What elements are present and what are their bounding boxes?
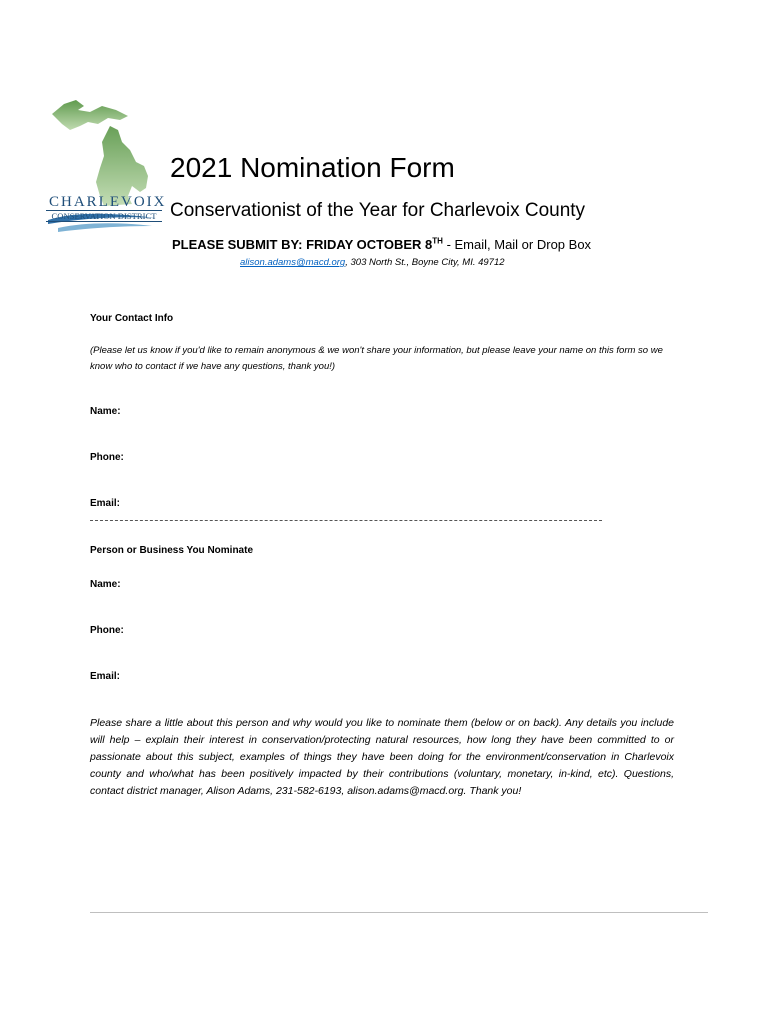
- nominee-name-label: Name:: [90, 579, 121, 590]
- nominee-phone-label: Phone:: [90, 625, 124, 636]
- charlevoix-conservation-district-logo: [44, 96, 167, 236]
- contact-email-label: Email:: [90, 498, 121, 509]
- section-divider: [90, 520, 602, 521]
- mailing-address: [240, 256, 505, 269]
- nominee-section-heading: Person or Business You Nominate: [90, 545, 254, 556]
- submit-deadline-bold: PLEASE SUBMIT BY: FRIDAY OCTOBER 8: [172, 237, 433, 252]
- anonymity-note: (Please let us know if you'd like to remain anonymous & we won't share your information, but please leave your name on this form so we know who to contact if we have any questions, thank you!): [90, 345, 663, 372]
- nominee-email-label: Email:: [90, 671, 121, 682]
- street-address: , 303 North St., Boyne City, MI. 49712: [345, 257, 505, 268]
- contact-name-label: Name:: [90, 406, 121, 417]
- page-title: 2021 Nomination Form: [170, 152, 455, 183]
- contact-phone-label: Phone:: [90, 452, 124, 463]
- submit-deadline-sup: TH: [432, 236, 443, 246]
- submit-deadline: [172, 236, 591, 254]
- logo-subtitle: CONSERVATION DISTRICT: [46, 210, 162, 222]
- page-subtitle: Conservationist of the Year for Charlevoix County: [170, 200, 586, 221]
- email-link[interactable]: alison.adams@macd.org: [240, 257, 346, 268]
- logo-name: CHARLEVOIX: [49, 194, 167, 210]
- footer-rule: [90, 912, 708, 913]
- submit-methods: - Email, Mail or Drop Box: [442, 237, 592, 252]
- contact-section-heading: Your Contact Info: [90, 313, 174, 324]
- nomination-instructions: Please share a little about this person and why would you like to nominate them (below or on back). Any details you include will help – explain their interest in conservation/protecting natural resources, how long they have been committed to or passionate about this subject, examples of things they have been doing for the environment/conservation in Charlevoix county and who/what has been positively impacted by their contributions (voluntary, monetary, in-kind, etc). Questions, contact district manager, Alison Adams, 231-582-6193, alison.adams@macd.org. Thank you!: [90, 717, 674, 797]
